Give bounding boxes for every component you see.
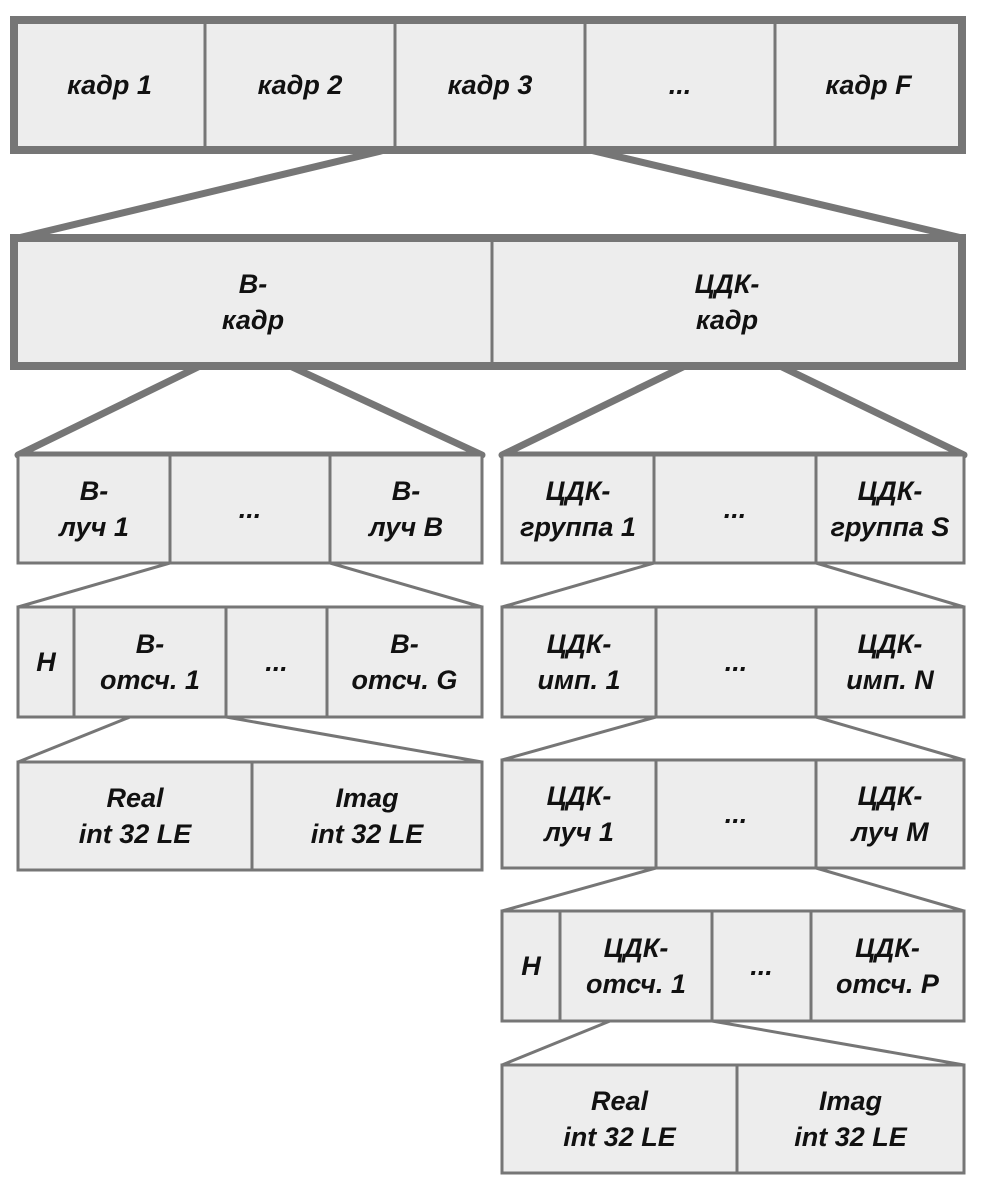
cell-label-line: ЦДК- <box>694 269 760 299</box>
cell-label-line: int 32 LE <box>78 819 192 849</box>
cell-label-line: ... <box>724 647 748 677</box>
cdk-sample-expansion-connector <box>502 1021 964 1065</box>
cell-label-line: B- <box>391 476 421 506</box>
b-rays-row <box>18 455 482 563</box>
b-sample-expansion-connector <box>18 717 482 762</box>
cell-кадр-1 <box>67 70 152 100</box>
cell-label-line: отсч. 1 <box>100 665 200 695</box>
cdk-samples-row <box>502 911 964 1021</box>
cell-label-line: кадр <box>221 305 285 335</box>
cell-label-line: ЦДК- <box>546 629 612 659</box>
cell-label-line: ЦДК- <box>857 781 923 811</box>
cdk-group-expansion-connector <box>502 563 964 607</box>
cell-label-line: B- <box>79 476 109 506</box>
b-samples-row <box>18 607 482 717</box>
cell-label-line: H <box>36 647 56 677</box>
cell-label-line: луч B <box>368 512 444 542</box>
cell-label-line: ЦДК- <box>546 781 612 811</box>
cell-label-line: луч M <box>851 817 929 847</box>
cell-h <box>521 951 541 981</box>
cell-label-line: имп. 1 <box>537 665 621 695</box>
cell-label-line: кадр 2 <box>257 70 343 100</box>
cell-label-line: ЦДК- <box>855 933 920 963</box>
cell-label-line: отсч. P <box>836 969 939 999</box>
cell-кадр-f <box>825 70 913 100</box>
cell-label-line: ЦДК- <box>545 476 611 506</box>
cell-ellipsis <box>265 647 288 677</box>
cell-label-line: луч 1 <box>59 512 129 542</box>
cell-label-line: ... <box>238 494 262 524</box>
cdk-sample-value-row-frame <box>502 1065 964 1173</box>
cell-label-line: ЦДК- <box>857 476 923 506</box>
cdk-pulses-row <box>502 607 964 717</box>
cdk-ray-expansion-connector <box>502 868 964 911</box>
cdk-sample-value-row <box>502 1065 964 1173</box>
cell-label-line: ... <box>723 494 747 524</box>
cdk-rays-row <box>502 760 964 868</box>
cell-label-line: B- <box>238 269 268 299</box>
cell-label-line: кадр 1 <box>67 70 152 100</box>
cell-label-line: Imag <box>818 1086 883 1116</box>
cell-ellipsis <box>725 799 748 829</box>
cell-label-line: ЦДК- <box>603 933 669 963</box>
cell-ellipsis <box>750 951 773 981</box>
cell-label-line: H <box>521 951 541 981</box>
cell-label-line: группа 1 <box>520 512 636 542</box>
frame-types-row-frame <box>14 238 962 366</box>
cell-ellipsis <box>724 494 747 524</box>
cell-label-line: int 32 LE <box>563 1122 676 1152</box>
b-ray-expansion-connector <box>18 563 482 607</box>
b-sample-value-row-frame <box>18 762 482 870</box>
cell-label-line: ... <box>668 70 692 100</box>
cell-ellipsis <box>669 70 692 100</box>
frames-row <box>14 20 962 150</box>
cell-label-line: Real <box>590 1086 649 1116</box>
frame-types-row <box>14 238 962 366</box>
cell-ellipsis <box>239 494 262 524</box>
cell-label-line: ... <box>750 951 773 981</box>
b-samples-row-frame <box>18 607 482 717</box>
cell-label-line: ... <box>265 647 288 677</box>
cell-h <box>36 647 56 677</box>
cell-label-line: Real <box>106 783 164 813</box>
b-sample-value-row <box>18 762 482 870</box>
cell-ellipsis <box>725 647 748 677</box>
cell-label-line: int 32 LE <box>794 1122 907 1152</box>
cell-label-line: отсч. 1 <box>586 969 686 999</box>
cell-label-line: кадр 3 <box>447 70 533 100</box>
b-frame-expansion-connector <box>18 366 482 455</box>
cell-label-line: группа S <box>830 512 950 542</box>
cdk-pulse-expansion-connector <box>502 717 964 760</box>
cell-label-line: B- <box>390 629 419 659</box>
cell-label-line: Imag <box>335 783 399 813</box>
cell-label-line: имп. N <box>846 665 934 695</box>
cdk-groups-row <box>502 455 964 563</box>
cell-label-line: луч 1 <box>544 817 614 847</box>
cell-label-line: кадр <box>695 305 759 335</box>
cell-label-line: кадр F <box>825 70 912 100</box>
cell-label-line: ... <box>724 799 748 829</box>
frame3-expansion-connector <box>18 150 962 238</box>
cdk-frame-expansion-connector <box>502 366 964 455</box>
structure-boxes <box>14 20 964 1173</box>
cell-label-line: ЦДК- <box>857 629 923 659</box>
cell-label-line: отсч. G <box>351 665 458 695</box>
cell-кадр-3 <box>448 70 533 100</box>
cell-кадр-2 <box>258 70 343 100</box>
cell-label-line: int 32 LE <box>310 819 424 849</box>
cdk-samples-row-frame <box>502 911 964 1021</box>
cell-label-line: B- <box>135 629 165 659</box>
